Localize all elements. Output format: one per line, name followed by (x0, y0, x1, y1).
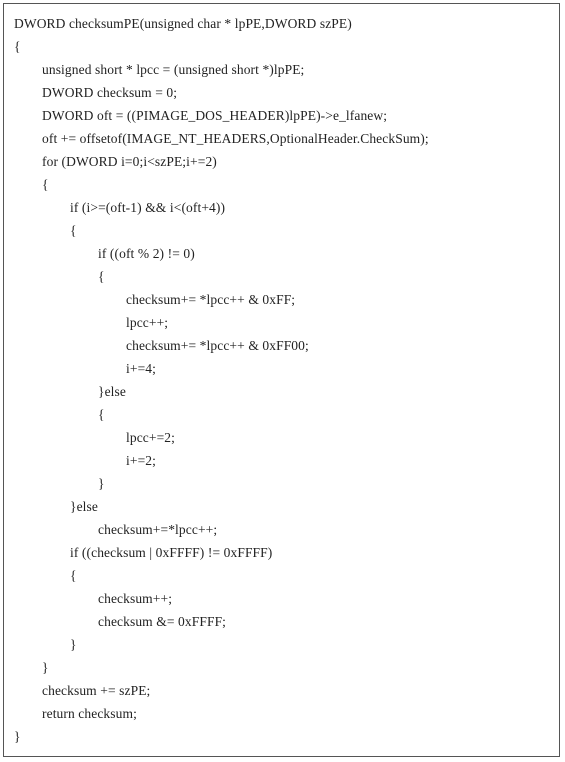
code-line: oft += offsetof(IMAGE_NT_HEADERS,OptionalHeader.CheckSum); (42, 131, 429, 146)
code-listing (3, 3, 560, 757)
code-line: if ((checksum | 0xFFFF) != 0xFFFF) (70, 545, 273, 560)
code-line: } (42, 660, 49, 675)
code-line: DWORD checksum = 0; (42, 85, 178, 100)
code-line: DWORD oft = ((PIMAGE_DOS_HEADER)lpPE)->e_lfanew; (42, 108, 388, 123)
code-line: checksum+= *lpcc++ & 0xFF00; (126, 338, 309, 353)
code-line: { (98, 269, 105, 284)
code-line: unsigned short * lpcc = (unsigned short *)lpPE; (42, 62, 305, 77)
code-line: lpcc++; (126, 315, 169, 330)
code-line: } (14, 729, 21, 744)
code-line: { (98, 407, 105, 422)
code-line: }else (70, 499, 98, 514)
code-line: { (70, 568, 77, 583)
code-line: for (DWORD i=0;i<szPE;i+=2) (42, 154, 217, 169)
code-line: i+=2; (126, 453, 156, 468)
code-line: } (70, 637, 77, 652)
code-line: checksum+=*lpcc++; (98, 522, 218, 537)
code-line: checksum &= 0xFFFF; (98, 614, 227, 629)
code-line: if ((oft % 2) != 0) (98, 246, 195, 261)
code-line: i+=4; (126, 361, 156, 376)
code-line: lpcc+=2; (126, 430, 176, 445)
code-line: checksum += szPE; (42, 683, 151, 698)
code-line: { (70, 223, 77, 238)
code-line: DWORD checksumPE(unsigned char * lpPE,DWORD szPE) (14, 16, 352, 31)
code-line: }else (98, 384, 126, 399)
code-line: return checksum; (42, 706, 137, 721)
code-line: checksum+= *lpcc++ & 0xFF; (126, 292, 296, 307)
code-line: checksum++; (98, 591, 173, 606)
code-line: { (14, 39, 21, 54)
code-line: if (i>=(oft-1) && i<(oft+4)) (70, 200, 226, 215)
code-line: } (98, 476, 105, 491)
code-line: { (42, 177, 49, 192)
